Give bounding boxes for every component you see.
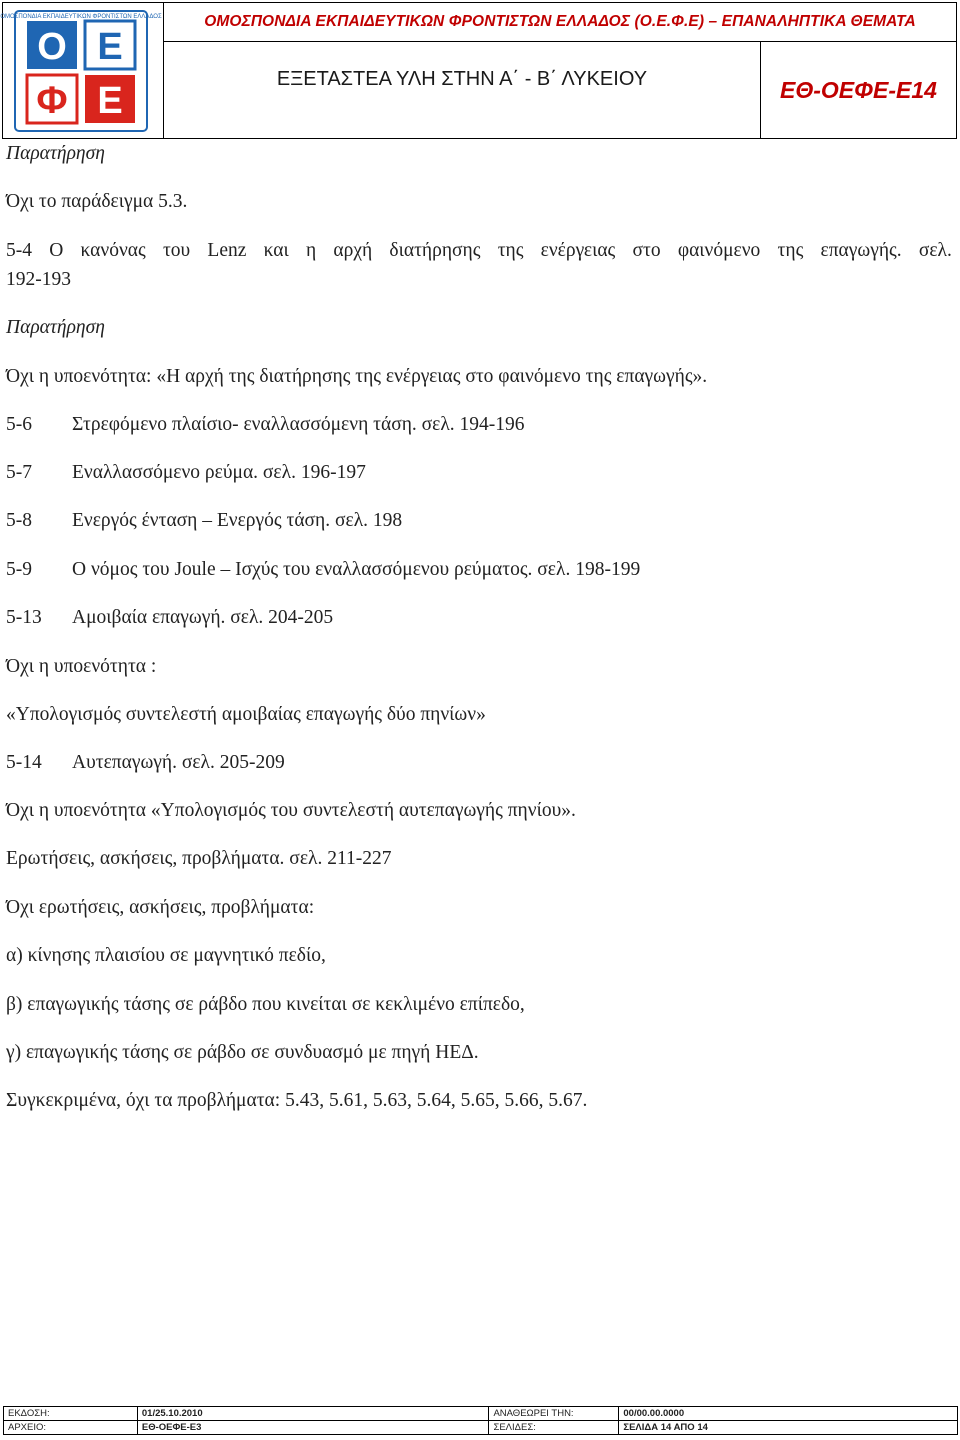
section-text-word: επαγωγής. <box>820 240 902 261</box>
file-value: ΕΘ-ΟΕΦΕ-Ε3 <box>137 1421 489 1435</box>
section-number: 5-13 <box>6 607 42 628</box>
revises-value: 00/00.00.0000 <box>619 1407 958 1421</box>
section-5-14 <box>6 752 285 774</box>
logo-letter-4: Ε <box>97 80 123 122</box>
document-code: ΕΘ-ΟΕΦΕ-Ε14 <box>780 76 937 103</box>
footer-table <box>3 1406 958 1435</box>
section-number: 5-8 <box>6 510 32 531</box>
section-text: Εναλλασσόμενο ρεύμα. σελ. 196-197 <box>72 462 366 483</box>
section-text-word: της <box>497 240 524 261</box>
section-number: 5-7 <box>6 462 32 483</box>
body-line-18: α) κίνησης πλαισίου σε μαγνητικό πεδίο, <box>6 945 326 966</box>
section-text: Αμοιβαία επαγωγή. σελ. 204-205 <box>72 607 334 628</box>
body-line-12: Όχι η υποενότητα : <box>6 656 157 677</box>
body-line-2: Όχι το παράδειγμα 5.3. <box>6 191 188 212</box>
section-text: Ο νόμος του Joule – Ισχύς του εναλλασσόμενου ρεύματος. σελ. 198-199 <box>72 559 641 580</box>
document-header <box>2 2 957 139</box>
section-text-word: κανόνας <box>80 240 146 261</box>
logo-ring-text: ΟΜΟΣΠΟΝΔΙΑ ΕΚΠΑΙΔΕΥΤΙΚΩΝ ΦΡΟΝΤΙΣΤΩΝ ΕΛΛΑΔΟΣ <box>0 14 162 20</box>
pages-value: ΣΕΛΙΔΑ 14 ΑΠΟ 14 <box>619 1421 958 1435</box>
footer-row <box>4 1421 958 1435</box>
body-line-13: «Υπολογισμός συντελεστή αμοιβαίας επαγωγής δύο πηνίων» <box>6 704 486 725</box>
section-5-4 <box>6 240 952 262</box>
section-number: 5-6 <box>6 414 32 435</box>
body-line-19: β) επαγωγικής τάσης σε ράβδο που κινείται σε κεκλιμένο επίπεδο, <box>6 994 525 1015</box>
edition-label: ΕΚΔΟΣΗ: <box>4 1407 138 1421</box>
org-title: ΟΜΟΣΠΟΝΔΙΑ ΕΚΠΑΙΔΕΥΤΙΚΩΝ ΦΡΟΝΤΙΣΤΩΝ ΕΛΛΑΔΟΣ (Ο.Ε.Φ.Ε) – ΕΠΑΝΑΛΗΠΤΙΚΑ ΘΕΜΑΤΑ <box>204 13 916 30</box>
section-text-word: στο <box>632 240 661 261</box>
body-line-20: γ) επαγωγικής τάσης σε ράβδο σε συνδυασμό με πηγή ΗΕΔ. <box>6 1042 479 1063</box>
section-text-word: του <box>162 240 191 261</box>
section-text-word: σελ. <box>918 240 952 261</box>
org-title-row <box>164 3 956 42</box>
section-5-8 <box>6 510 402 532</box>
pages-label: ΣΕΛΙΔΕΣ: <box>489 1421 619 1435</box>
body-line-6: Όχι η υποενότητα: «Η αρχή της διατήρησης της ενέργειας στο φαινόμενο της επαγωγής». <box>6 366 708 387</box>
section-text-word: και <box>263 240 289 261</box>
section-text-word: η <box>305 240 317 261</box>
edition-value: 01/25.10.2010 <box>137 1407 489 1421</box>
revises-label: ΑΝΑΘΕΩΡΕΙ ΤΗΝ: <box>489 1407 619 1421</box>
subject-cell <box>164 42 760 138</box>
body-line-15: Όχι η υποενότητα «Υπολογισμός του συντελεστή αυτεπαγωγής πηνίου». <box>6 800 576 821</box>
file-label: ΑΡΧΕΙΟ: <box>4 1421 138 1435</box>
body-line-17: Όχι ερωτήσεις, ασκήσεις, προβλήματα: <box>6 897 315 918</box>
oefe-logo-icon <box>0 7 162 135</box>
subject-title: ΕΞΕΤΑΣΤΕΑ ΥΛΗ ΣΤΗΝ Α΄ - Β΄ ΛΥΚΕΙΟΥ <box>276 68 648 90</box>
footer-row <box>4 1407 958 1421</box>
section-number: 5-4 <box>6 240 32 261</box>
section-text-word: διατήρησης <box>389 240 481 261</box>
section-text: Ενεργός ένταση – Ενεργός τάση. σελ. 198 <box>72 510 403 531</box>
section-text-word: φαινόμενο <box>677 240 761 261</box>
body-line-21: Συγκεκριμένα, όχι τα προβλήματα: 5.43, 5.61, 5.63, 5.64, 5.65, 5.66, 5.67. <box>6 1090 588 1111</box>
logo-letter-3: Φ <box>36 80 68 122</box>
section-text-word: Lenz <box>207 240 247 261</box>
section-text-word: ενέργειας <box>540 240 616 261</box>
code-cell <box>760 42 956 138</box>
logo-letter-1: Ο <box>37 26 67 68</box>
section-5-9 <box>6 559 640 581</box>
section-number: 5-14 <box>6 752 42 773</box>
section-5-7 <box>6 462 366 484</box>
logo-letter-2: Ε <box>97 26 123 68</box>
section-5-13 <box>6 607 333 629</box>
section-5-6 <box>6 414 525 436</box>
section-text: Αυτεπαγωγή. σελ. 205-209 <box>72 752 285 773</box>
section-text-word: της <box>777 240 804 261</box>
remark-heading-2: Παρατήρηση <box>6 317 105 338</box>
section-text: Στρεφόμενο πλαίσιο- εναλλασσόμενη τάση. σελ. 194-196 <box>72 414 525 435</box>
body-line-16: Ερωτήσεις, ασκήσεις, προβλήματα. σελ. 211-227 <box>6 848 392 869</box>
logo-cell <box>0 3 164 138</box>
section-text-word: αρχή <box>333 240 373 261</box>
section-number: 5-9 <box>6 559 32 580</box>
section-text-word: Ο <box>49 240 64 261</box>
body-line-4: 192-193 <box>6 269 71 290</box>
remark-heading-1: Παρατήρηση <box>6 143 105 164</box>
